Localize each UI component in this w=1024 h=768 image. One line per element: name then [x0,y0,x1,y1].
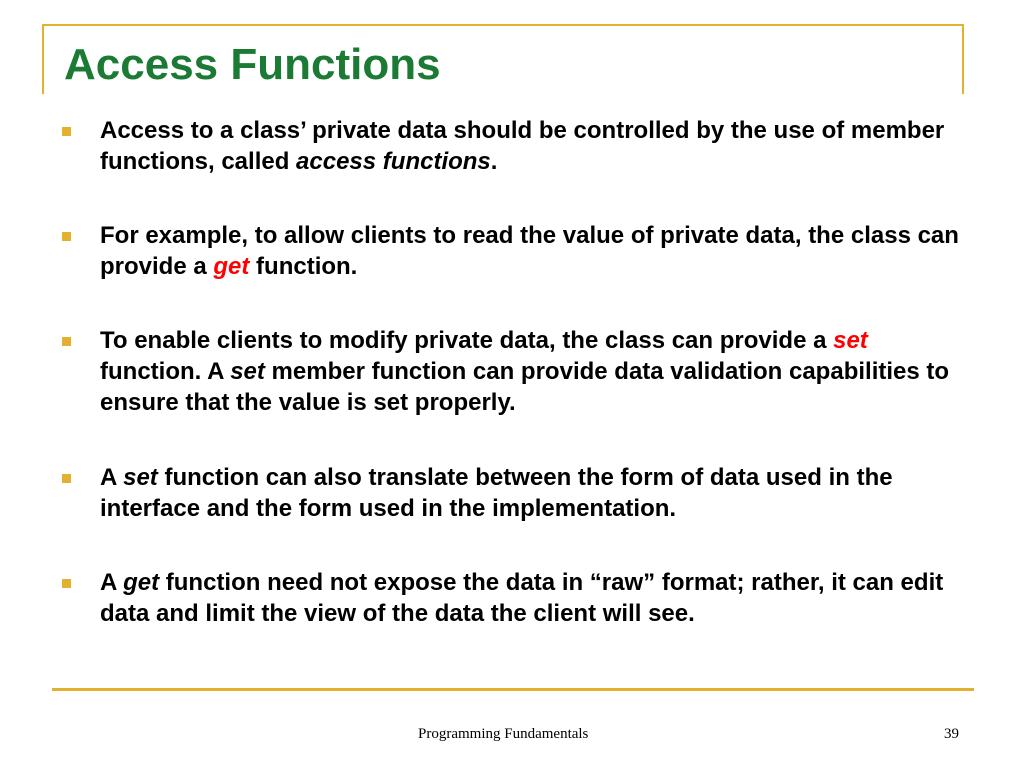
top-border-line [42,24,964,26]
page-number: 39 [944,726,959,742]
bullet-3-text: To enable clients to modify private data, the class can provide a [100,327,834,354]
bullet-5-emphasis-get: get [123,569,160,596]
bullet-3-middle: function. A [100,358,231,385]
footer-divider [52,688,974,691]
bullet-item-3 [62,325,972,418]
bullet-4-emphasis-set: set [123,464,158,491]
bullet-item-1 [62,115,972,177]
bullet-3-end: member function can provide data validation capabilities to ensure that the value is set properly. [100,358,950,416]
bullet-2-end: function. [249,253,358,280]
bullet-5-text: A [100,569,124,596]
bullet-1-text: Access to a class’ private data should be controlled by the use of member functions, called [100,117,945,175]
bullet-2-keyword-get: get [213,253,250,280]
left-border-line [42,24,44,94]
footer-course-name: Programming Fundamentals [418,726,589,742]
square-bullet-icon [62,127,71,136]
bullet-4-text: A [100,464,124,491]
bullet-1-end: . [490,148,498,175]
bullet-3-emphasis-set: set [230,358,265,385]
bullet-1-emphasis: access functions [296,148,491,175]
bullet-3-keyword-set: set [833,327,868,354]
bullet-5-end: function need not expose the data in “raw” format; rather, it can edit data and limit the view of the data the client will see. [100,569,944,627]
slide-title: Access Functions [64,40,441,89]
square-bullet-icon [62,474,71,483]
right-border-line [962,24,964,94]
bullet-item-5 [62,567,972,629]
square-bullet-icon [62,579,71,588]
bullet-item-4 [62,462,972,524]
bullet-list [62,115,972,672]
square-bullet-icon [62,232,71,241]
bullet-4-end: function can also translate between the form of data used in the interface and the form used in the implementation. [100,464,893,522]
bullet-item-2 [62,220,972,282]
bullet-2-text: For example, to allow clients to read the value of private data, the class can provide a [100,222,959,280]
square-bullet-icon [62,337,71,346]
